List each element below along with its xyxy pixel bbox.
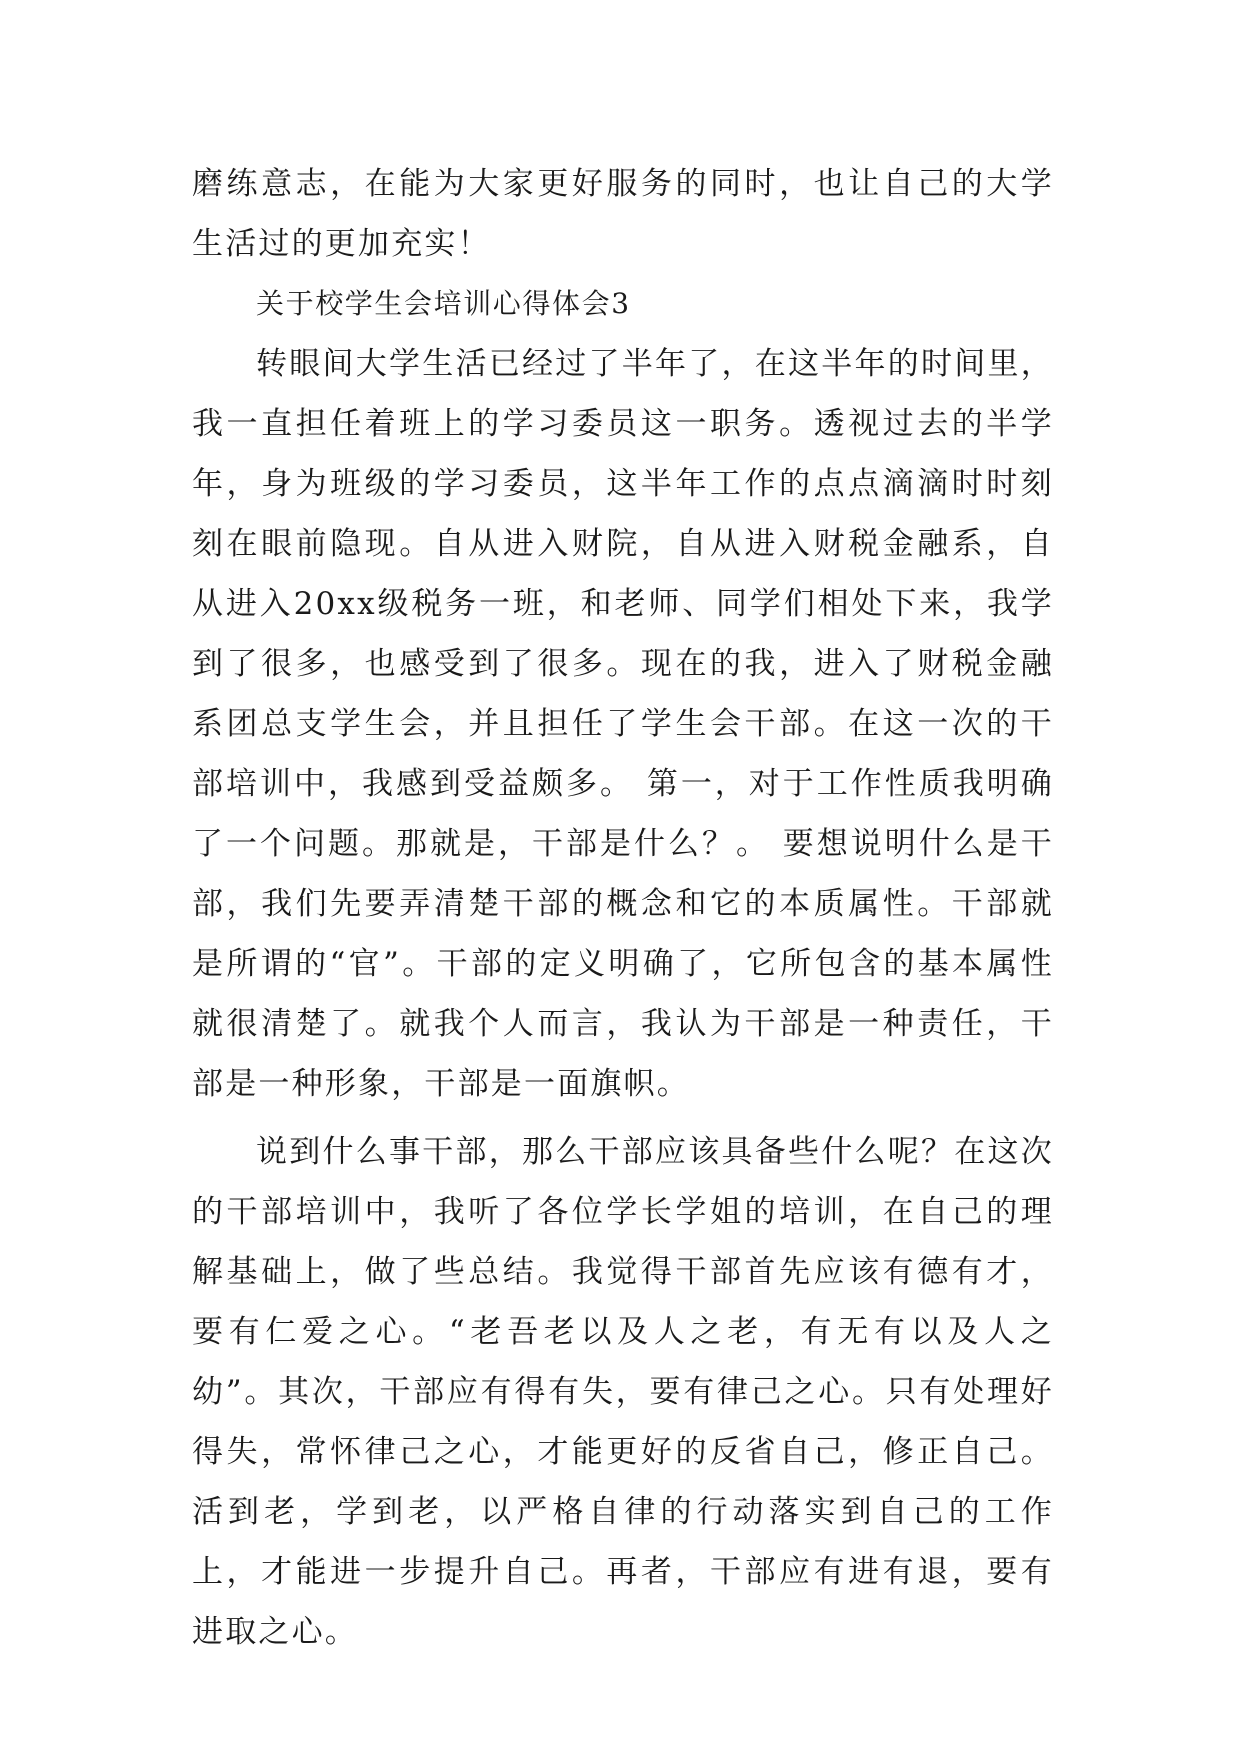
body-paragraph-2: 说到什么事干部，那么干部应该具备些什么呢？在这次的干部培训中，我听了各位学长学姐的培训，在自己的理解基础上，做了些总结。我觉得干部首先应该有德有才，要有仁爱之心。“老吾老以及人之老，有无有以及人之幼”。其次，干部应有得有失，要有律己之心。只有处理好得失，常怀律己之心，才能更好的反省自己，修正自己。活到老，学到老，以严格自律的行动落实到自己的工作上，才能进一步提升自己。再者，干部应有进有退，要有进取之心。 <box>192 1134 1054 1650</box>
document-body <box>192 154 1054 1662</box>
continuation-paragraph: 磨练意志，在能为大家更好服务的同时，也让自己的大学生活过的更加充实！ <box>192 166 1054 262</box>
section-title: 关于校学生会培训心得体会3 <box>256 287 631 320</box>
body-paragraph-1: 转眼间大学生活已经过了半年了，在这半年的时间里，我一直担任着班上的学习委员这一职务。透视过去的半学年，身为班级的学习委员，这半年工作的点点滴滴时时刻刻在眼前隐现。自从进入财院，自从进入财税金融系，自从进入20xx级税务一班，和老师、同学们相处下来，我学到了很多，也感受到了很多。现在的我，进入了财税金融系团总支学生会，并且担任了学生会干部。在这一次的干部培训中，我感到受益颇多。 第一，对于工作性质我明确了一个问题。那就是，干部是什么？。 要想说明什么是干部，我们先要弄清楚干部的概念和它的本质属性。干部就是所谓的“官”。干部的定义明确了，它所包含的基本属性就很清楚了。就我个人而言，我认为干部是一种责任，干部是一种形象，干部是一面旗帜。 <box>192 346 1054 1102</box>
